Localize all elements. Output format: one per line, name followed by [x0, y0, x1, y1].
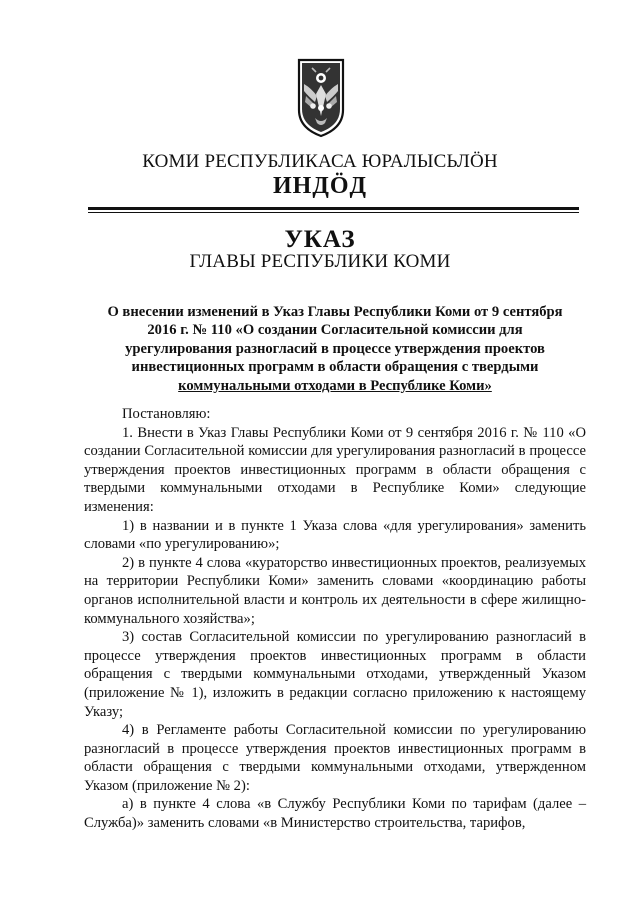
paragraph-subitem-2: 2) в пункте 4 слова «кураторство инвестиционных проектов, реализуемых на территории Республики Коми» заменить словами «координацию работы органов исполнительной власти и контроль их деятельности в сфере жилищно-коммунального хозяйства»;: [84, 554, 586, 627]
title-line: урегулирования разногласий в процессе утверждения проектов: [125, 340, 545, 357]
document-body: [84, 405, 586, 833]
title-line: инвестиционных программ в области обращения с твердыми: [131, 359, 539, 376]
paragraph-subitem-4a: а) в пункте 4 слова «в Службу Республики Коми по тарифам (далее – Служба)» заменить словами «в Министерство строительства, тарифов,: [84, 796, 586, 832]
komi-coat-of-arms-icon: [296, 58, 346, 138]
paragraph-subitem-4: 4) в Регламенте работы Согласительной комиссии по урегулированию разногласий в процессе утверждения проектов инвестиционных программ в области обращения с твердыми коммунальными отходами, утвержденном Указом (приложение № 2):: [84, 722, 586, 794]
republic-title: КОМИ РЕСПУБЛИКАСА ЮРАЛЫСЬЛӦН: [142, 151, 498, 172]
title-line: 2016 г. № 110 «О создании Согласительной комиссии для: [147, 322, 523, 339]
title-line-underlined: коммунальными отходами в Республике Коми»: [178, 377, 492, 394]
document-title: [84, 303, 586, 395]
paragraph-subitem-1: 1) в названии и в пункте 1 Указа слова «для урегулирования» заменить словами «по урегулированию»;: [84, 517, 586, 553]
indod-heading: ИНДӦД: [272, 173, 368, 199]
paragraph-subitem-3: 3) состав Согласительной комиссии по урегулированию разногласий в процессе утверждения проектов инвестиционных программ в области обращения с твердыми коммунальными отходами, утвержденный Указом (приложение № 1), изложить в редакции согласно приложению к настоящему Указу;: [84, 629, 586, 720]
paragraph-decree-opening: Постановляю:: [122, 406, 211, 422]
issuer-heading: ГЛАВЫ РЕСПУБЛИКИ КОМИ: [189, 251, 451, 272]
header-divider-thick: [88, 207, 579, 210]
header-divider-thin: [88, 212, 579, 213]
title-line: О внесении изменений в Указ Главы Республики Коми от 9 сентября: [107, 304, 563, 320]
ukaz-heading: УКАЗ: [284, 226, 356, 253]
paragraph-item-1: 1. Внести в Указ Главы Республики Коми от 9 сентября 2016 г. № 110 «О создании Согласительной комиссии для урегулирования разногласий в процессе утверждения проектов инвестиционных программ в области обращения с твердыми коммунальными отходами в Республике Коми» следующие изменения:: [84, 424, 586, 515]
